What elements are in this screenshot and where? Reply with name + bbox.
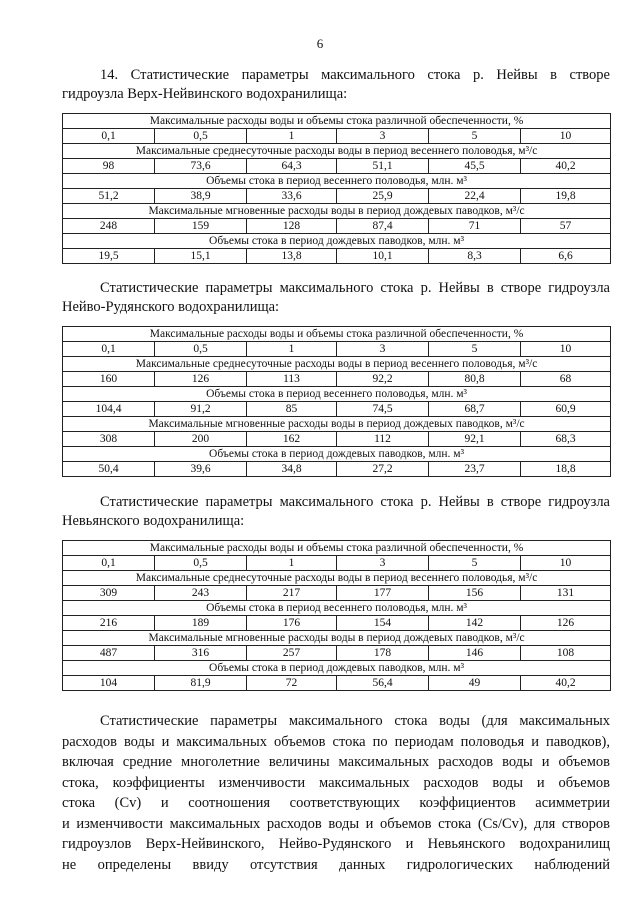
table-cell: 160	[63, 372, 155, 387]
section-heading	[62, 66, 610, 104]
table-cell: 50,4	[63, 462, 155, 477]
heading-line: гидроузла Верх-Нейвинского водохранилища:	[62, 86, 348, 102]
group-label: Максимальные мгновенные расходы воды в период дождевых паводков, м³/с	[63, 631, 611, 646]
paragraph-line: стока (Cv) и соотношения соответствующих коэффициентов асимметрии	[62, 795, 610, 811]
section-heading	[62, 279, 610, 317]
paragraph-line: и изменчивости максимальных расходов воды и объемов стока (Cs/Cv), для створов	[62, 815, 610, 832]
table-cell: 316	[155, 646, 247, 661]
table-cell: 0,5	[155, 342, 247, 357]
table-cell: 5	[429, 556, 521, 571]
table-cell: 1	[247, 129, 337, 144]
table-cell: 19,5	[63, 249, 155, 264]
group-label: Максимальные мгновенные расходы воды в период дождевых паводков, м³/с	[63, 417, 611, 432]
table-cell: 126	[521, 616, 611, 631]
table-cell: 51,1	[337, 159, 429, 174]
table-cell: 104	[63, 676, 155, 691]
table-cell: 72	[247, 676, 337, 691]
table-cell: 45,5	[429, 159, 521, 174]
heading-line: Невьянского водохранилища:	[62, 513, 245, 529]
table-cell: 104,4	[63, 402, 155, 417]
table-cell: 154	[337, 616, 429, 631]
table-cell: 5	[429, 342, 521, 357]
table-cell: 87,4	[337, 219, 429, 234]
table-row	[63, 372, 611, 387]
table-header: Максимальные расходы воды и объемы стока различной обеспеченности, %	[63, 327, 611, 342]
table-cell: 1	[247, 342, 337, 357]
table-cell: 243	[155, 586, 247, 601]
table-row	[63, 159, 611, 174]
table-cell: 49	[429, 676, 521, 691]
group-label: Максимальные среднесуточные расходы воды в период весеннего половодья, м³/с	[63, 357, 611, 372]
table-cell: 10	[521, 556, 611, 571]
table-cell: 309	[63, 586, 155, 601]
percentile-row	[63, 129, 611, 144]
table-cell: 25,9	[337, 189, 429, 204]
table-cell: 80,8	[429, 372, 521, 387]
table-cell: 15,1	[155, 249, 247, 264]
paragraph-line: гидроузлов Верх-Нейвинского, Нейво-Рудянского и Невьянского водохранилищ	[62, 836, 610, 852]
paragraph-line: Статистические параметры максимального стока воды (для максимальных	[100, 713, 610, 729]
group-label: Объемы стока в период весеннего половодья, млн. м³	[63, 601, 611, 616]
group-label: Объемы стока в период дождевых паводков, млн. м³	[63, 234, 611, 249]
table-cell: 189	[155, 616, 247, 631]
section-heading	[62, 493, 610, 531]
table-cell: 0,5	[155, 556, 247, 571]
heading-line: Нейво-Рудянского водохранилища:	[62, 299, 280, 315]
table-cell: 257	[247, 646, 337, 661]
heading-line: Статистические параметры максимального стока р. Нейвы в створе гидроузла	[100, 280, 610, 296]
table-cell: 23,7	[429, 462, 521, 477]
table-cell: 159	[155, 219, 247, 234]
table-cell: 216	[63, 616, 155, 631]
table-cell: 3	[337, 129, 429, 144]
table-cell: 248	[63, 219, 155, 234]
table-cell: 71	[429, 219, 521, 234]
table-cell: 200	[155, 432, 247, 447]
table-cell: 74,5	[337, 402, 429, 417]
closing-paragraph	[62, 711, 610, 875]
table-cell: 217	[247, 586, 337, 601]
table-cell: 108	[521, 646, 611, 661]
percentile-row	[63, 342, 611, 357]
table-cell: 0,1	[63, 556, 155, 571]
group-label: Максимальные мгновенные расходы воды в период дождевых паводков, м³/с	[63, 204, 611, 219]
table-cell: 91,2	[155, 402, 247, 417]
table-row	[63, 616, 611, 631]
page-number: 6	[316, 36, 324, 51]
table-cell: 128	[247, 219, 337, 234]
table-cell: 146	[429, 646, 521, 661]
table-cell: 68	[521, 372, 611, 387]
table-cell: 39,6	[155, 462, 247, 477]
group-label: Максимальные среднесуточные расходы воды в период весеннего половодья, м³/с	[63, 144, 611, 159]
percentile-row	[63, 556, 611, 571]
table-cell: 112	[337, 432, 429, 447]
table-cell: 33,6	[247, 189, 337, 204]
table-cell: 92,2	[337, 372, 429, 387]
stat-table	[62, 113, 611, 264]
table-cell: 85	[247, 402, 337, 417]
table-cell: 56,4	[337, 676, 429, 691]
heading-line: Статистические параметры максимального стока р. Нейвы в створе гидроузла	[100, 494, 610, 510]
table-cell: 18,8	[521, 462, 611, 477]
table-cell: 19,8	[521, 189, 611, 204]
table-row	[63, 219, 611, 234]
table-cell: 3	[337, 342, 429, 357]
table-cell: 57	[521, 219, 611, 234]
table-cell: 3	[337, 556, 429, 571]
table-cell: 5	[429, 129, 521, 144]
table-cell: 60,9	[521, 402, 611, 417]
table-row	[63, 586, 611, 601]
table-cell: 177	[337, 586, 429, 601]
group-label: Объемы стока в период дождевых паводков, млн. м³	[63, 661, 611, 676]
table-cell: 68,3	[521, 432, 611, 447]
table-cell: 142	[429, 616, 521, 631]
table-row	[63, 189, 611, 204]
table-cell: 0,1	[63, 129, 155, 144]
table-cell: 1	[247, 556, 337, 571]
table-header: Максимальные расходы воды и объемы стока различной обеспеченности, %	[63, 541, 611, 556]
table-row	[63, 402, 611, 417]
table-row	[63, 249, 611, 264]
paragraph-line: включая средние многолетние величины максимальных расходов воды и объемов	[62, 754, 610, 770]
group-label: Объемы стока в период весеннего половодья, млн. м³	[63, 174, 611, 189]
table-cell: 113	[247, 372, 337, 387]
table-row	[63, 432, 611, 447]
table-cell: 64,3	[247, 159, 337, 174]
table-row	[63, 462, 611, 477]
table-cell: 308	[63, 432, 155, 447]
table-cell: 162	[247, 432, 337, 447]
table-cell: 98	[63, 159, 155, 174]
table-cell: 34,8	[247, 462, 337, 477]
group-label: Объемы стока в период дождевых паводков, млн. м³	[63, 447, 611, 462]
paragraph-line: не определены ввиду отсутствия данных гидрологических наблюдений	[62, 856, 610, 873]
table-cell: 126	[155, 372, 247, 387]
table-cell: 40,2	[521, 676, 611, 691]
paragraph-line: расходов воды и максимальных объемов стока по периодам половодья и паводков),	[62, 733, 610, 750]
table-row	[63, 676, 611, 691]
table-cell: 156	[429, 586, 521, 601]
paragraph-line: стока, коэффициенты изменчивости максимальных расходов воды и объемов	[62, 774, 610, 791]
table-cell: 10	[521, 342, 611, 357]
table-cell: 27,2	[337, 462, 429, 477]
table-cell: 0,1	[63, 342, 155, 357]
table-cell: 22,4	[429, 189, 521, 204]
stat-table	[62, 326, 611, 477]
table-cell: 92,1	[429, 432, 521, 447]
table-cell: 73,6	[155, 159, 247, 174]
table-cell: 6,6	[521, 249, 611, 264]
group-label: Объемы стока в период весеннего половодья, млн. м³	[63, 387, 611, 402]
table-cell: 81,9	[155, 676, 247, 691]
table-cell: 178	[337, 646, 429, 661]
table-cell: 68,7	[429, 402, 521, 417]
table-cell: 0,5	[155, 129, 247, 144]
table-cell: 51,2	[63, 189, 155, 204]
heading-line: 14. Статистические параметры максимального стока р. Нейвы в створе	[100, 67, 610, 83]
table-cell: 10,1	[337, 249, 429, 264]
table-cell: 8,3	[429, 249, 521, 264]
table-cell: 13,8	[247, 249, 337, 264]
table-row	[63, 646, 611, 661]
table-cell: 38,9	[155, 189, 247, 204]
table-header: Максимальные расходы воды и объемы стока различной обеспеченности, %	[63, 114, 611, 129]
table-cell: 131	[521, 586, 611, 601]
table-cell: 487	[63, 646, 155, 661]
stat-table	[62, 540, 611, 691]
group-label: Максимальные среднесуточные расходы воды в период весеннего половодья, м³/с	[63, 571, 611, 586]
table-cell: 40,2	[521, 159, 611, 174]
table-cell: 10	[521, 129, 611, 144]
table-cell: 176	[247, 616, 337, 631]
